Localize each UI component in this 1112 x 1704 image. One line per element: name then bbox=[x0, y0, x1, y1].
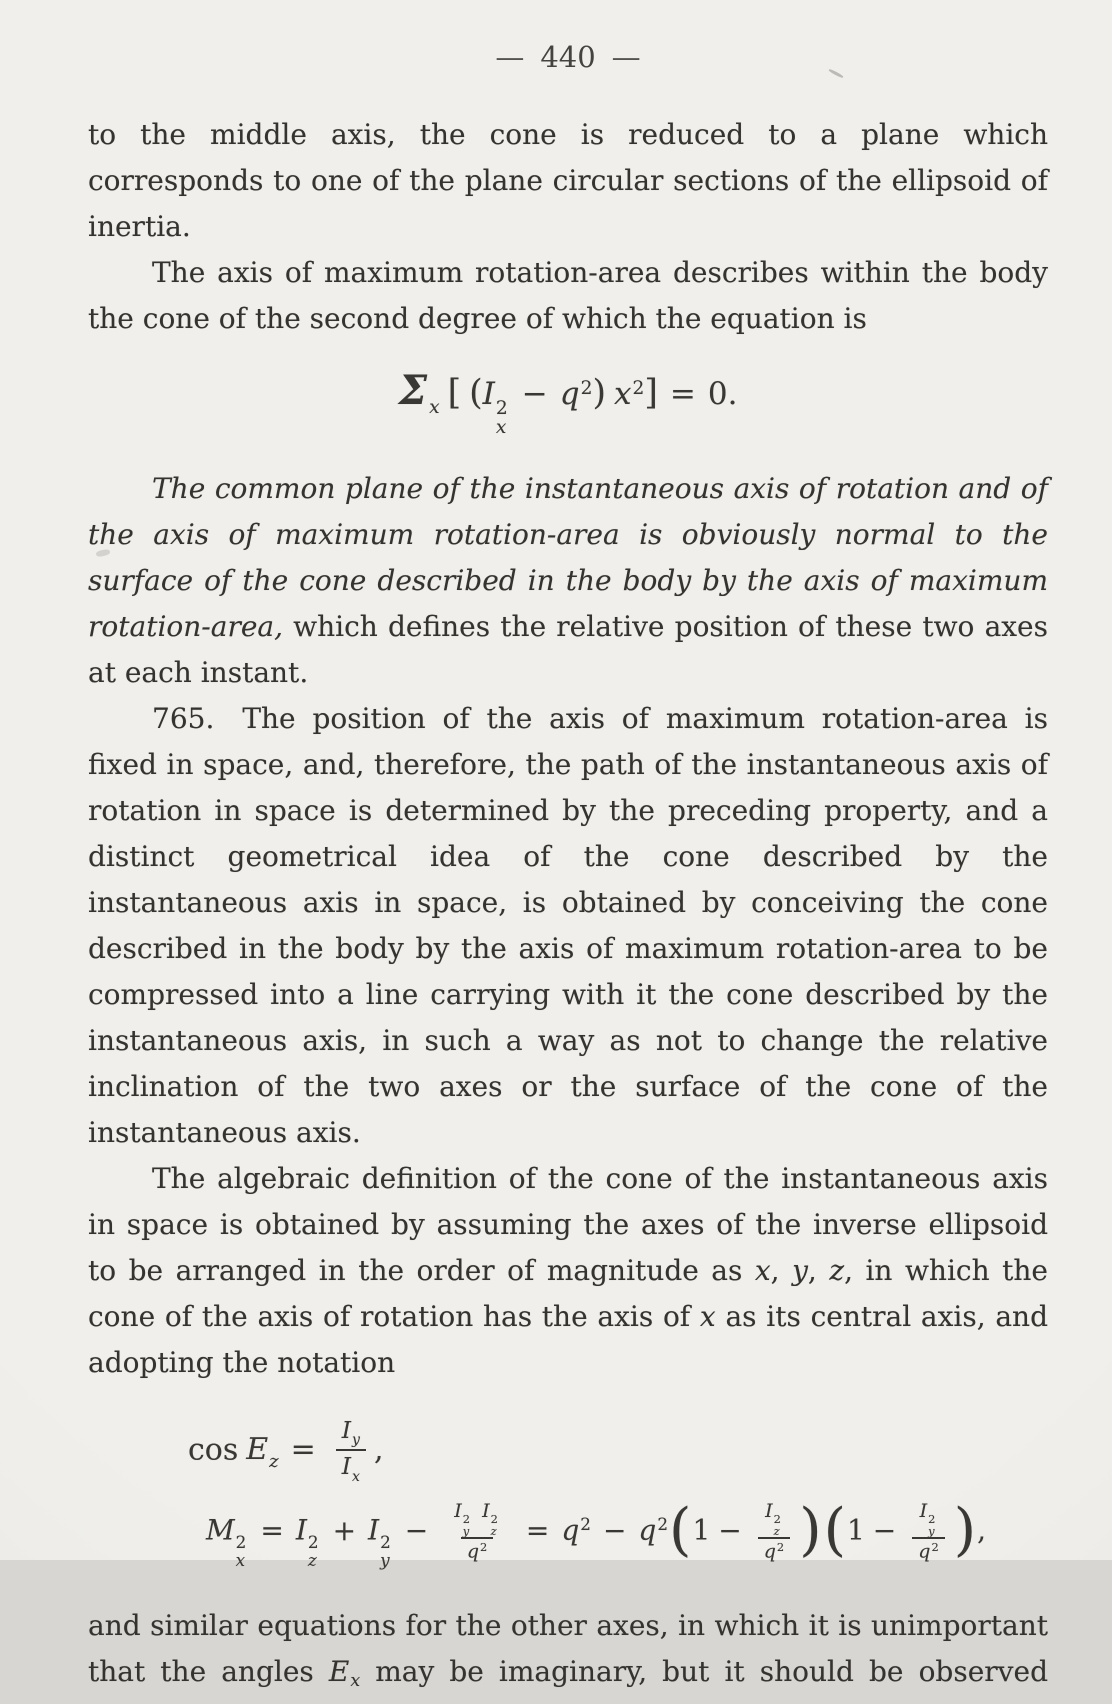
equation-m-squared: M 2 x = I 2 z + I 2 y − I 2 y I 2 z $q^2$ = $q^2 - q^2(1$ − I 2 z $q^2$ )(1 − I 2 y $q^2$ ), bbox=[206, 1496, 987, 1570]
body-text bbox=[88, 112, 1048, 1704]
bracket-close: ] bbox=[644, 373, 658, 414]
equals-sign: = bbox=[669, 376, 696, 413]
bracket-open: [ bbox=[447, 373, 462, 414]
minus-sign: − bbox=[404, 1513, 429, 1547]
header-dash-right: — bbox=[611, 40, 641, 74]
equation-cone-second-degree: $\Sigma_x$ [ (I 2 x − $q^2$) $x^2] = 0$. bbox=[398, 366, 738, 439]
paragraph-similar-equations: and similar equations for the other axes, in which it is unimportant that the angles Ex may be imaginary, but it should be observed bbox=[88, 1609, 1048, 1692]
paren-open: ( bbox=[469, 373, 483, 414]
fraction-iy2-q2: I 2 y $q^2$ bbox=[912, 1500, 944, 1564]
equals-sign: = bbox=[260, 1513, 284, 1547]
minus-sign: − bbox=[602, 1513, 627, 1547]
page-header bbox=[88, 0, 1048, 74]
equals-sign: = bbox=[290, 1431, 316, 1467]
minus-sign: − bbox=[718, 1513, 742, 1547]
sup-sub-stack: 2 x bbox=[495, 397, 508, 439]
minus-sign: − bbox=[872, 1513, 897, 1547]
paren-close: ) bbox=[592, 373, 606, 414]
fraction-iy-ix: $\frac{I_y}{I_x}$ bbox=[336, 1416, 366, 1487]
header-dash-left: — bbox=[495, 40, 525, 74]
minus-sign: − bbox=[521, 376, 548, 413]
cos-operator: cos bbox=[188, 1431, 239, 1467]
paragraph-axis-maximum: The axis of maximum rotation-area describes within the body the cone of the second degree of which the equation is bbox=[88, 256, 1048, 335]
paragraph-algebraic-definition: The algebraic definition of the cone of the instantaneous axis in space is obtained by assuming the axes of the inverse ellipsoid to be arranged in the order of magnitude as x, y, z, in which the cone of the axis of rotation has the axis of x as its central axis, and adopting the notation bbox=[88, 1161, 1048, 1379]
equals-sign: = bbox=[525, 1513, 550, 1547]
paragraph-common-plane: The common plane of the instantaneous axis of rotation and of the axis of maximum rotation-area is obviously normal to the surface of the cone described in the body by the axis of maximum rotation-area, which defines the relative position of these two axes at each instant. bbox=[88, 471, 1048, 689]
plus-sign: + bbox=[332, 1513, 357, 1547]
sigma-symbol: Σ bbox=[398, 366, 429, 415]
fraction-iz2-q2: I 2 z $q^2$ bbox=[758, 1500, 790, 1564]
paragraph-765: 765. The position of the axis of maximum rotation-area is fixed in space, and, therefore, the path of the instantaneous axis of rotation in space is determined by the preceding property, and a distinct geometrical idea of the cone described by the instantaneous axis in space, is obtained by conceiving the cone described in the body by the axis of maximum rotation-area to be compressed into a line carrying with it the cone described by the instantaneous axis, in such a way as not to change the relative inclination of the two axes or the surface of the cone of the instantaneous axis. bbox=[88, 701, 1048, 1149]
paragraph-middle-axis: to the middle axis, the cone is reduced to a plane which corresponds to one of the plane circular sections of the ellipsoid of inertia. bbox=[88, 118, 1048, 243]
fraction-iy2iz2-q2: I 2 y I 2 z $q^2$ bbox=[454, 1500, 498, 1563]
page-number: 440 bbox=[540, 40, 596, 74]
equation-cos-e: $\cos E_z$ = $\frac{I_y}{I_x}$ , bbox=[188, 1415, 384, 1485]
